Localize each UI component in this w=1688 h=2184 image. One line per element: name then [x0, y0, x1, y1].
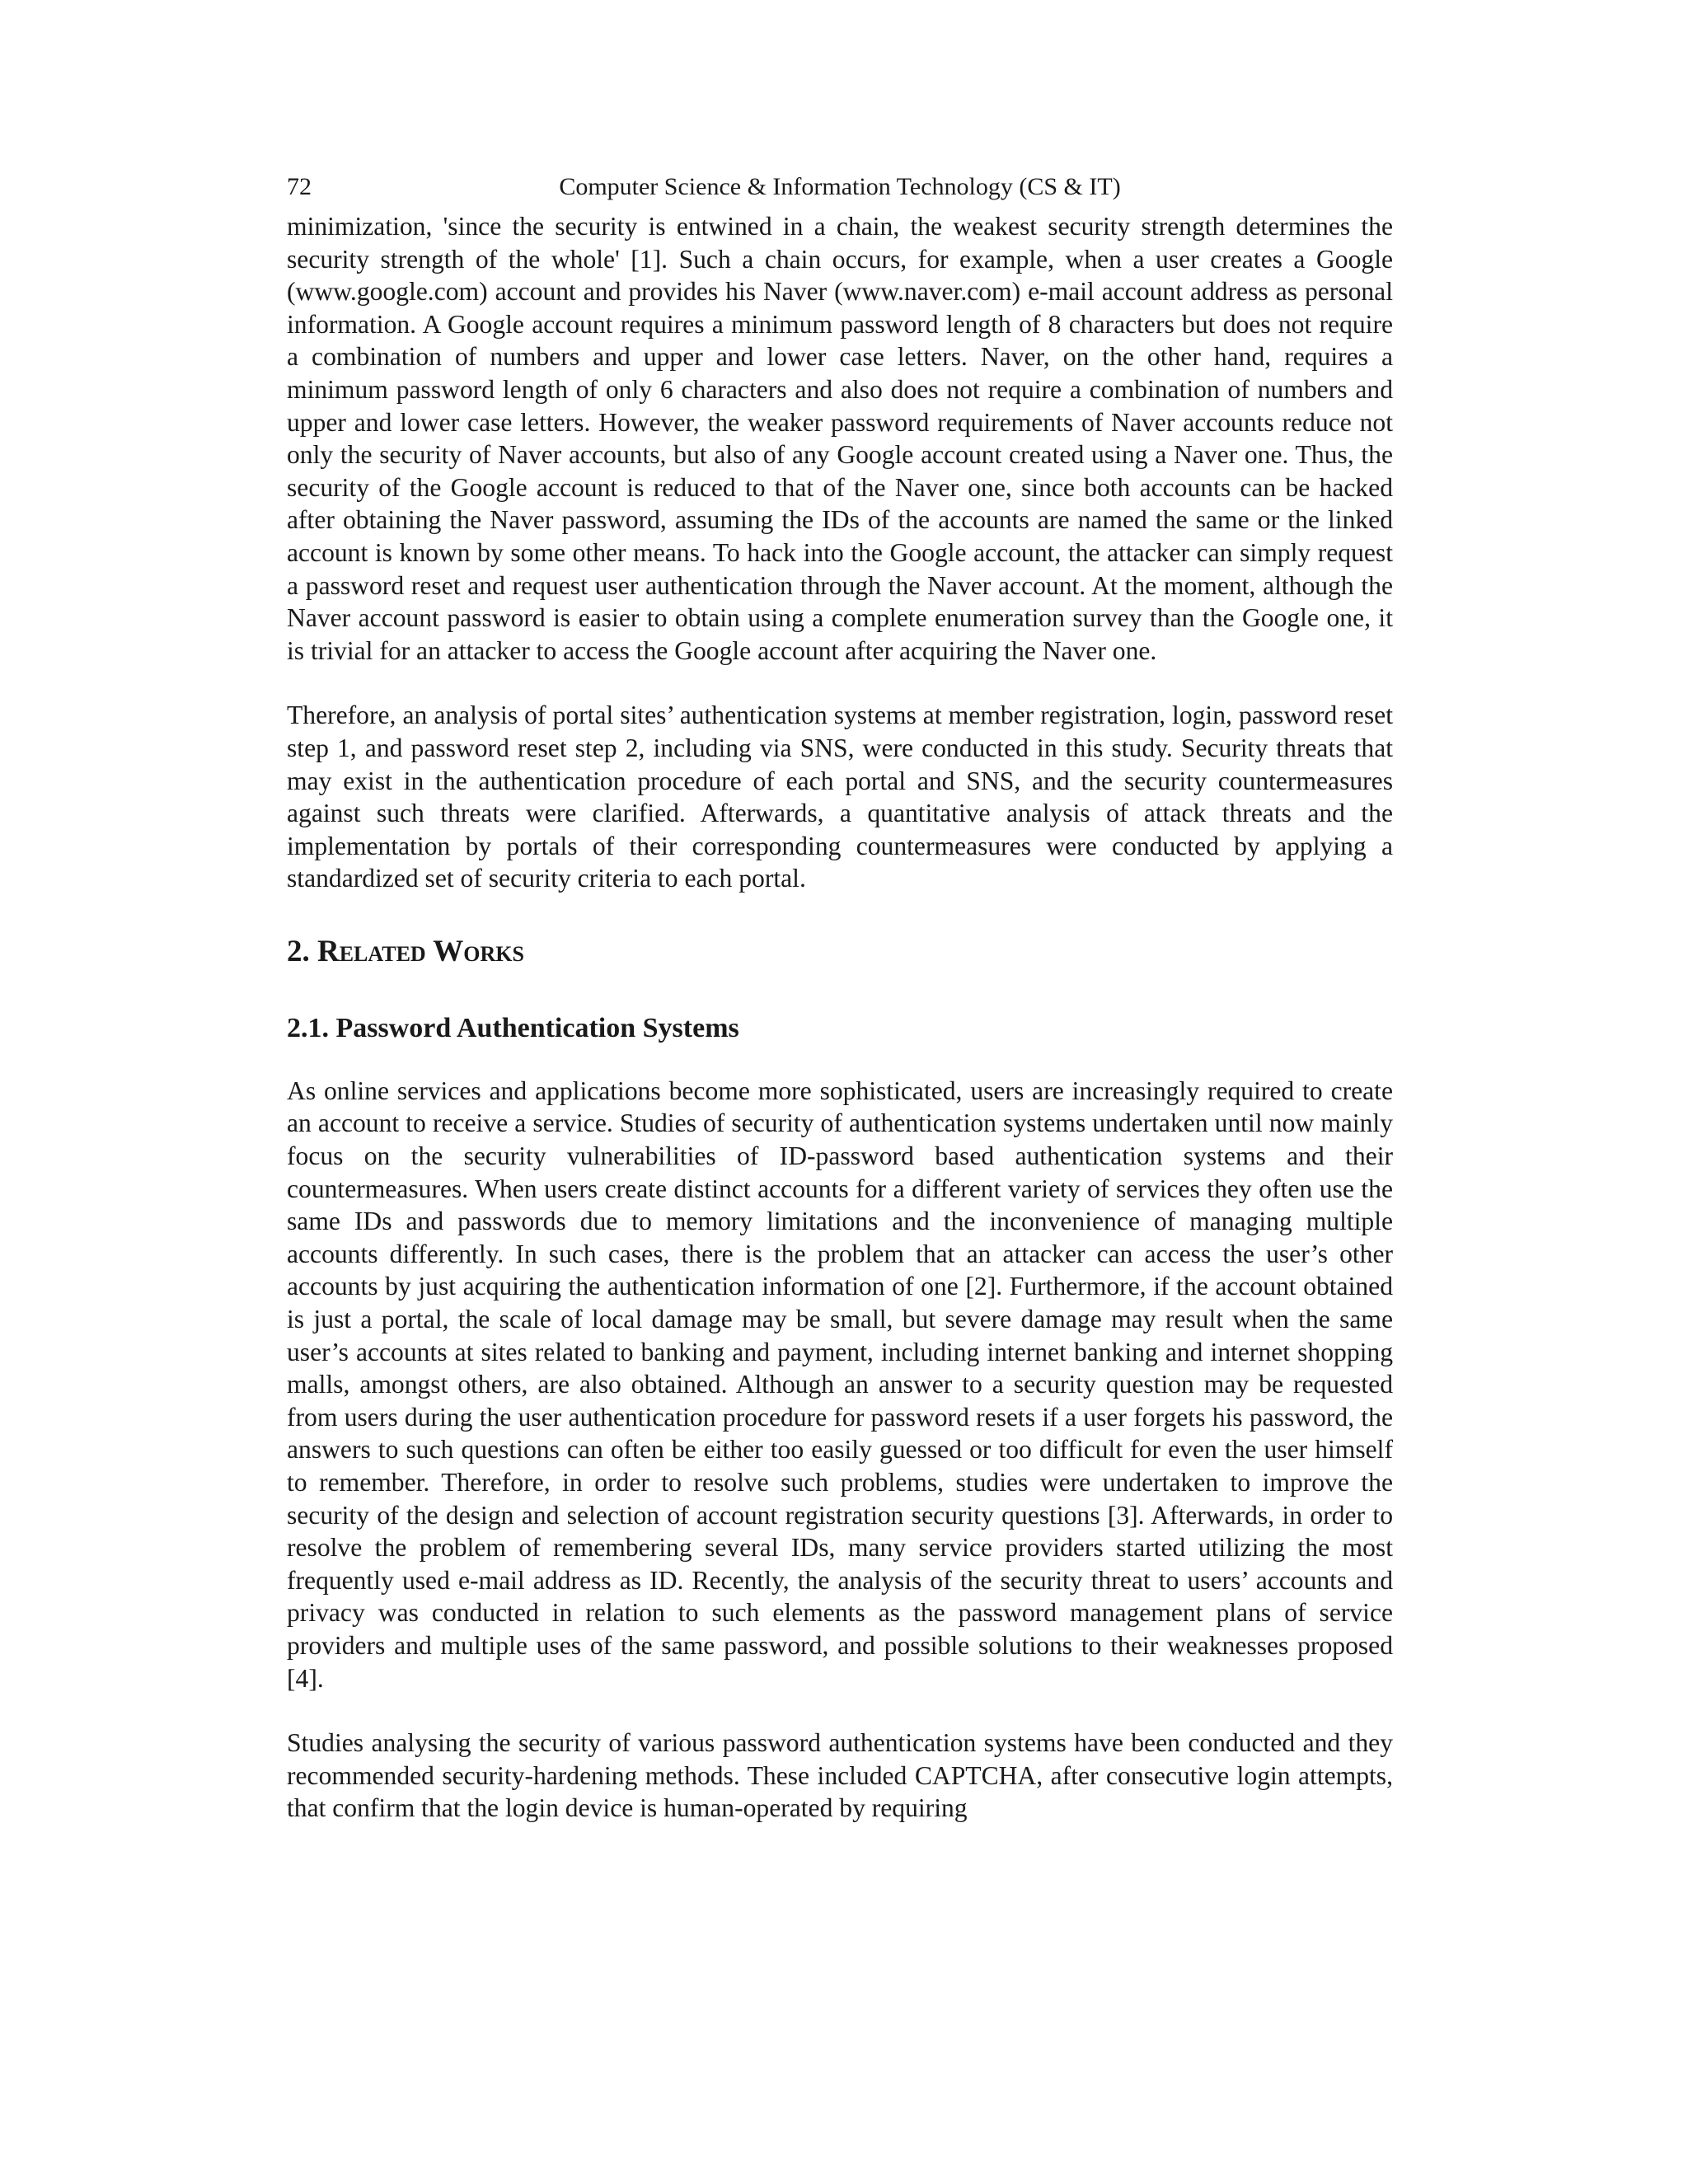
- paragraph-4: Studies analysing the security of various password authentication systems have been conducted and they recommended security-hardening methods. These included CAPTCHA, after consecutive login attempts, that confirm that the login device is human-operated by requiring: [287, 1728, 1393, 1823]
- section-heading: 2. Related Works: [287, 934, 524, 968]
- page-number: 72: [287, 173, 312, 200]
- running-header: [287, 169, 1393, 205]
- journal-title: Computer Science & Information Technology (CS & IT): [559, 173, 1121, 200]
- paragraph-2: Therefore, an analysis of portal sites’ authentication systems at member registration, login, password reset step 1, and password reset step 2, including via SNS, were conducted in this study. Security threats that may exist in the authentication procedure of each portal and SNS, and the security countermeasures against such threats were clarified. Afterwards, a quantitative analysis of attack threats and the implementation by portals of their corresponding countermeasures were conducted by applying a standardized set of security criteria to each portal.: [287, 701, 1393, 893]
- paragraph-3: As online services and applications become more sophisticated, users are increasingly required to create an account to receive a service. Studies of security of authentication systems undertaken until now mainly focus on the security vulnerabilities of ID-password based authentication systems and their countermeasures. When users create distinct accounts for a different variety of services they often use the same IDs and passwords due to memory limitations and the inconvenience of managing multiple accounts differently. In such cases, there is the problem that an attacker can access the user’s other accounts by just acquiring the authentication information of one [2]. Furthermore, if the account obtained is just a portal, the scale of local damage may be small, but severe damage may result when the same user’s accounts at sites related to banking and payment, including internet banking and internet shopping malls, amongst others, are also obtained. Although an answer to a security question may be requested from users during the user authentication procedure for password resets if a user forgets his password, the answers to such questions can often be either too easily guessed or too difficult for even the user himself to remember. Therefore, in order to resolve such problems, studies were undertaken to improve the security of the design and selection of account registration security questions [3]. Afterwards, in order to resolve the problem of remembering several IDs, many service providers started utilizing the most frequently used e-mail address as ID. Recently, the analysis of the security threat to users’ accounts and privacy was conducted in relation to such elements as the password management plans of service providers and multiple uses of the same password, and possible solutions to their weaknesses proposed [4].: [287, 1076, 1393, 1693]
- subsection-heading: 2.1. Password Authentication Systems: [287, 1012, 739, 1043]
- paper-page: [287, 169, 1393, 1825]
- paragraph-1: minimization, 'since the security is entwined in a chain, the weakest security strength determines the security strength of the whole' [1]. Such a chain occurs, for example, when a user creates a Google (www.google.com) account and provides his Naver (www.naver.com) e-mail account address as personal information. A Google account requires a minimum password length of 8 characters but does not require a combination of numbers and upper and lower case letters. Naver, on the other hand, requires a minimum password length of only 6 characters and also does not require a combination of numbers and upper and lower case letters. However, the weaker password requirements of Naver accounts reduce not only the security of Naver accounts, but also of any Google account created using a Naver one. Thus, the security of the Google account is reduced to that of the Naver one, since both accounts can be hacked after obtaining the Naver password, assuming the IDs of the accounts are named the same or the linked account is known by some other means. To hack into the Google account, the attacker can simply request a password reset and request user authentication through the Naver account. At the moment, although the Naver account password is easier to obtain using a complete enumeration survey than the Google one, it is trivial for an attacker to access the Google account after acquiring the Naver one.: [287, 212, 1393, 665]
